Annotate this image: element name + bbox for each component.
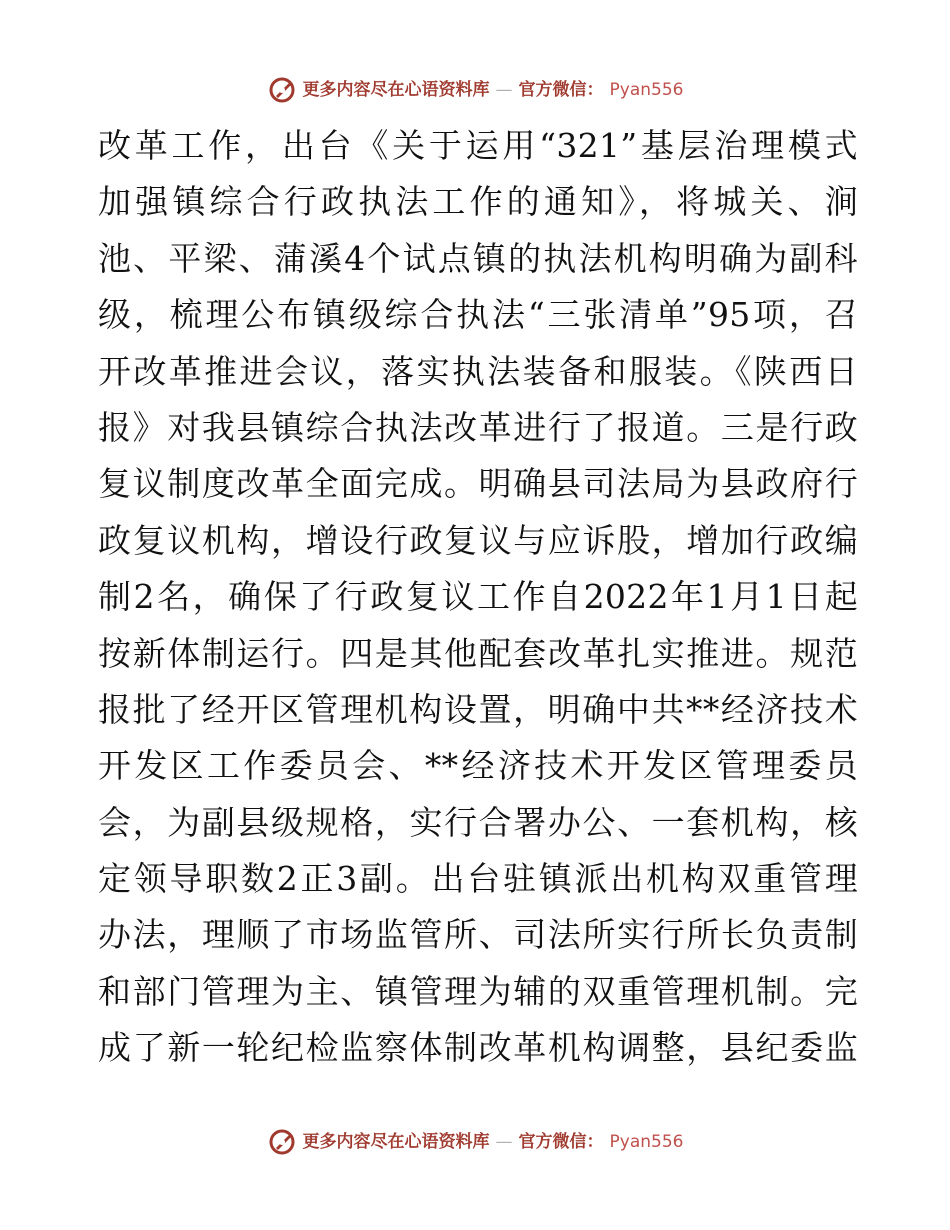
body-line: 加强镇综合行政执法工作的通知》，将城关、涧 — [98, 182, 858, 222]
footer-watermark — [0, 1128, 950, 1156]
watermark-wechat-id: Pyan556 — [609, 80, 684, 100]
watermark-side-text: 官方微信： — [518, 1132, 604, 1152]
watermark-main-text: 更多内容尽在心语资料库 — [302, 1132, 490, 1152]
body-line: 办法，理顺了市场监管所、司法所实行所长负责制 — [98, 915, 858, 955]
body-line: 池、平梁、蒲溪4个试点镇的执法机构明确为副科 — [98, 238, 858, 278]
body-line: 开改革推进会议，落实执法装备和服装。《陕西日 — [98, 351, 858, 391]
body-line: 政复议机构，增设行政复议与应诉股，增加行政编 — [98, 520, 858, 560]
body-line: 会，为副县级规格，实行合署办公、一套机构，核 — [98, 802, 858, 842]
body-line: 和部门管理为主、镇管理为辅的双重管理机制。完 — [98, 971, 858, 1011]
document-body — [98, 118, 858, 1077]
body-line: 报批了经开区管理机构设置，明确中共**经济技术 — [98, 689, 858, 729]
header-watermark — [0, 76, 950, 104]
pen-circle-logo-icon — [267, 76, 297, 104]
watermark-wechat-id: Pyan556 — [609, 1132, 684, 1152]
body-line: 报》对我县镇综合执法改革进行了报道。三是行政 — [98, 407, 858, 447]
body-line: 复议制度改革全面完成。明确县司法局为县政府行 — [98, 464, 858, 504]
watermark-separator: — — [495, 80, 513, 100]
watermark-main-text: 更多内容尽在心语资料库 — [302, 80, 490, 100]
watermark-separator: — — [495, 1132, 513, 1152]
body-line: 定领导职数2正3副。出台驻镇派出机构双重管理 — [98, 859, 858, 899]
body-line: 开发区工作委员会、**经济技术开发区管理委员 — [98, 746, 858, 786]
body-line: 级，梳理公布镇级综合执法“三张清单”95项，召 — [98, 295, 858, 335]
body-line: 改革工作，出台《关于运用“321”基层治理模式 — [98, 126, 858, 165]
body-line: 制2名，确保了行政复议工作自2022年1月1日起 — [98, 577, 858, 617]
body-line: 成了新一轮纪检监察体制改革机构调整，县纪委监 — [98, 1028, 858, 1068]
body-line: 按新体制运行。四是其他配套改革扎实推进。规范 — [98, 633, 858, 673]
pen-circle-logo-icon — [267, 1128, 297, 1156]
watermark-side-text: 官方微信： — [518, 80, 604, 100]
